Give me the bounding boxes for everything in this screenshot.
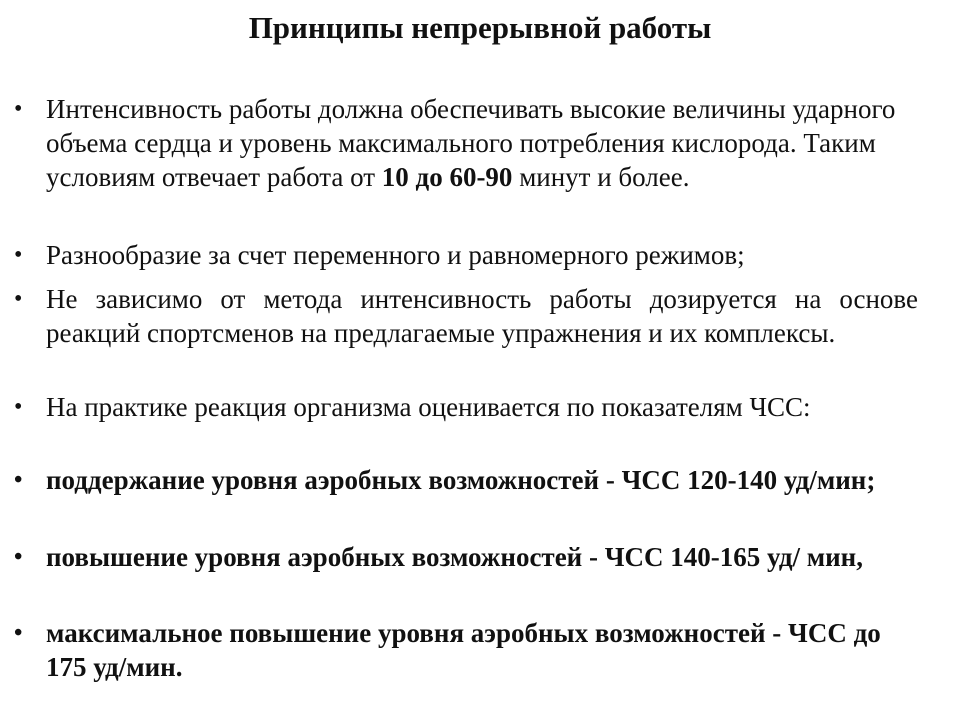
bullet-text: Не зависимо от метода интенсивность работы дозируется на основе реакций спортсменов на предлагаемые упражнения и их комплексы.	[46, 284, 918, 348]
bullet-text: повышение уровня аэробных возможностей - ЧСС 140-165 уд/ мин,	[46, 542, 863, 572]
bullet-icon: •	[14, 242, 23, 268]
bullet-icon: •	[14, 467, 23, 493]
bullet-text	[46, 92, 918, 194]
bullet-icon: •	[14, 544, 23, 570]
slide-title: Принципы непрерывной работы	[248, 10, 712, 45]
bullet-icon: •	[14, 620, 23, 646]
bullet-icon: •	[14, 96, 23, 122]
bullet-icon: •	[14, 394, 23, 420]
bullet-text-emphasis: 10 до 60-90	[381, 162, 513, 192]
bullet-text-part: Интенсивность работы должна обеспечивать высокие величины ударного объема сердца и уровень максимального потребления кислорода. Таким условиям отвечает работа от	[46, 94, 896, 192]
bullet-icon: •	[14, 286, 23, 312]
bullet-text: поддержание уровня аэробных возможностей - ЧСС 120-140 уд/мин;	[46, 465, 876, 495]
bullet-text: Разнообразие за счет переменного и равномерного режимов;	[46, 240, 745, 270]
bullet-text: На практике реакция организма оценивается по показателям ЧСС:	[46, 392, 811, 422]
bullet-text-part: минут и более.	[512, 162, 690, 192]
bullet-text: максимальное повышение уровня аэробных возможностей - ЧСС до 175 уд/мин.	[46, 618, 881, 682]
